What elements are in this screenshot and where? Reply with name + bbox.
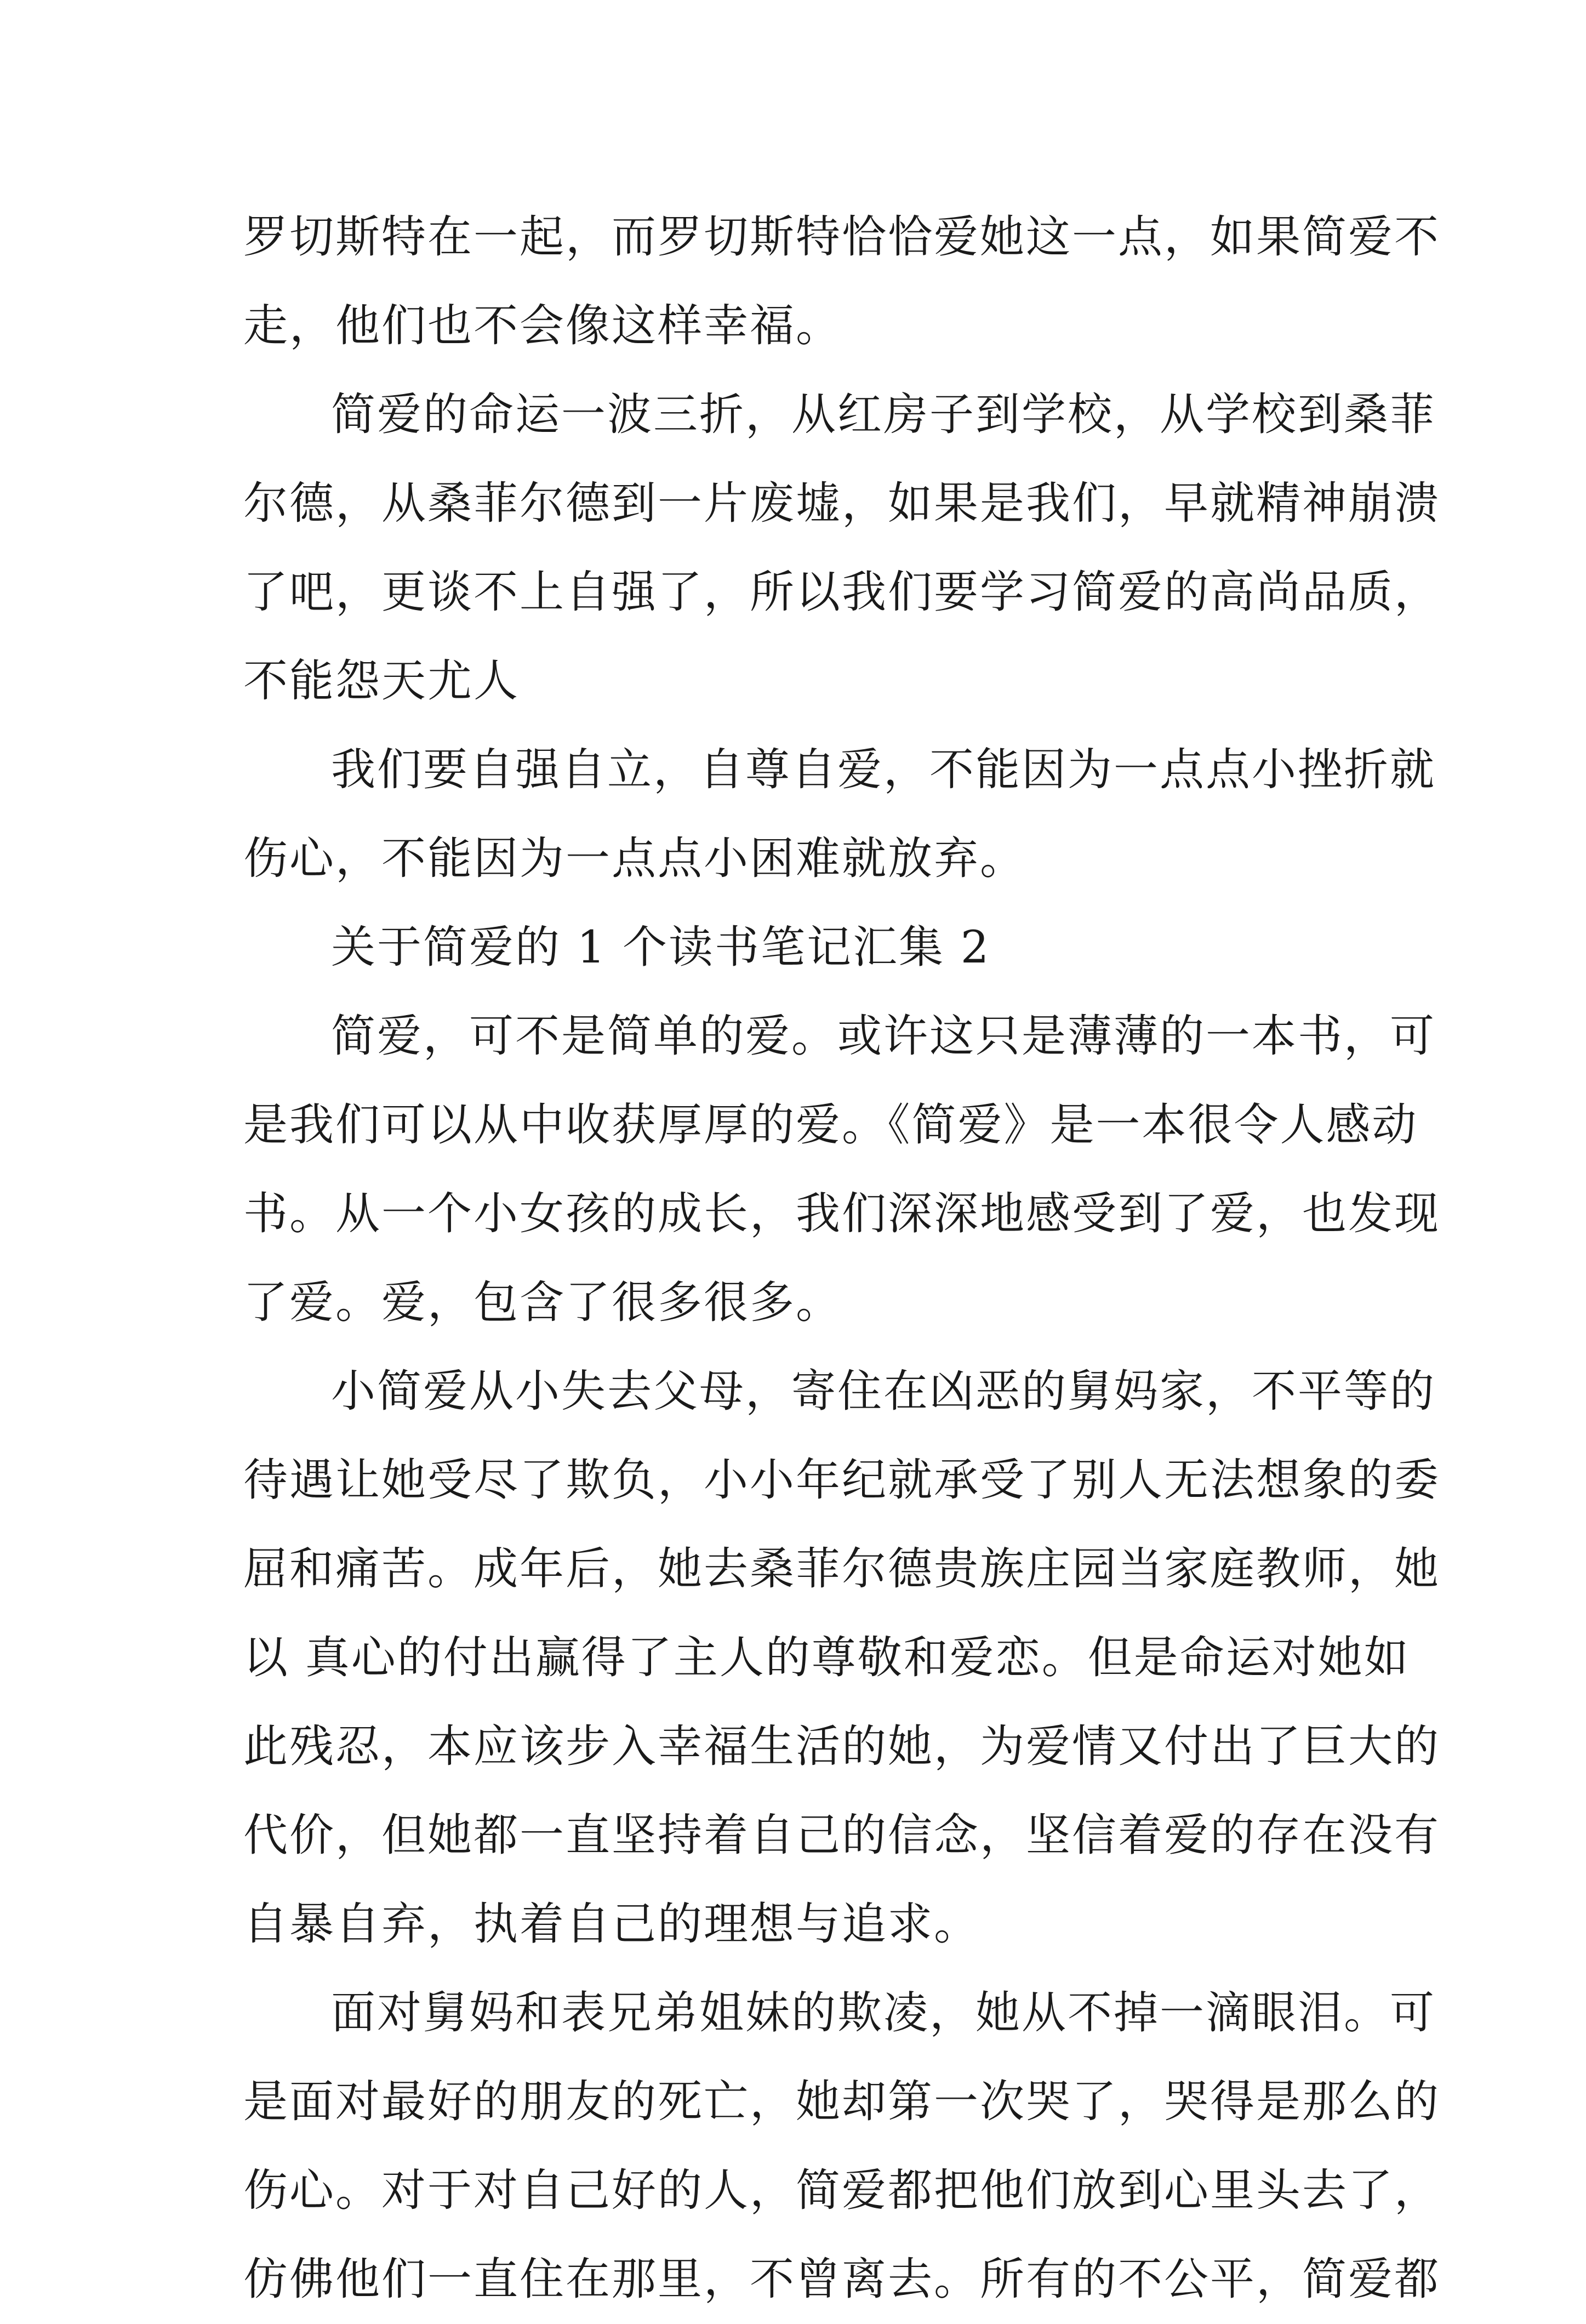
text-line: 简爱，可不是简单的爱。或许这只是薄薄的一本书，可	[331, 1011, 1436, 1062]
text-line: 小简爱从小失去父母，寄住在凶恶的舅妈家，不平等的	[331, 1366, 1436, 1417]
text-line: 自暴自弃，执着自己的理想与追求。	[243, 1899, 980, 1950]
text-line: 尔德，从桑菲尔德到一片废墟，如果是我们，早就精神崩溃	[243, 478, 1441, 529]
text-line: 代价，但她都一直坚持着自己的信念，坚信着爱的存在没有	[243, 1810, 1441, 1861]
text-line: 书。从一个小女孩的成长，我们深深地感受到了爱，也发现	[243, 1188, 1441, 1240]
text-line: 屈和痛苦。成年后，她去桑菲尔德贵族庄园当家庭教师，她	[243, 1543, 1441, 1595]
text-line: 面对舅妈和表兄弟姐妹的欺凌，她从不掉一滴眼泪。可	[331, 1987, 1436, 2039]
text-line: 简爱的命运一波三折，从红房子到学校，从学校到桑菲	[331, 389, 1436, 441]
text-line: 是我们可以从中收获厚厚的爱。《简爱》是一本很令人感动	[243, 1100, 1418, 1151]
text-line: 是面对最好的朋友的死亡，她却第一次哭了，哭得是那么的	[243, 2076, 1441, 2128]
text-line: 待遇让她受尽了欺负，小小年纪就承受了别人无法想象的委	[243, 1455, 1441, 1506]
text-line: 不能怨天尤人	[243, 656, 520, 707]
text-line: 罗切斯特在一起，而罗切斯特恰恰爱她这一点，如果简爱不	[243, 212, 1441, 263]
text-line: 了爱。爱，包含了很多很多。	[243, 1277, 842, 1329]
text-line: 了吧，更谈不上自强了，所以我们要学习简爱的高尚品质，	[243, 567, 1441, 618]
section-heading: 关于简爱的 1 个读书笔记汇集 2	[331, 922, 991, 973]
text-line: 我们要自强自立，自尊自爱，不能因为一点点小挫折就	[331, 744, 1436, 796]
text-line: 仿佛他们一直住在那里，不曾离去。所有的不公平，简爱都	[243, 2254, 1441, 2305]
text-line: 走，他们也不会像这样幸福。	[243, 300, 842, 352]
text-line: 伤心。对于对自己好的人，简爱都把他们放到心里头去了，	[243, 2165, 1441, 2217]
text-line: 此残忍，本应该步入幸福生活的她，为爱情又付出了巨大的	[243, 1721, 1441, 1773]
text-line: 以 真心的付出赢得了主人的尊敬和爱恋。但是命运对她如	[243, 1632, 1410, 1684]
text-line: 伤心，不能因为一点点小困难就放弃。	[243, 833, 1026, 885]
document-body	[243, 193, 1441, 2324]
